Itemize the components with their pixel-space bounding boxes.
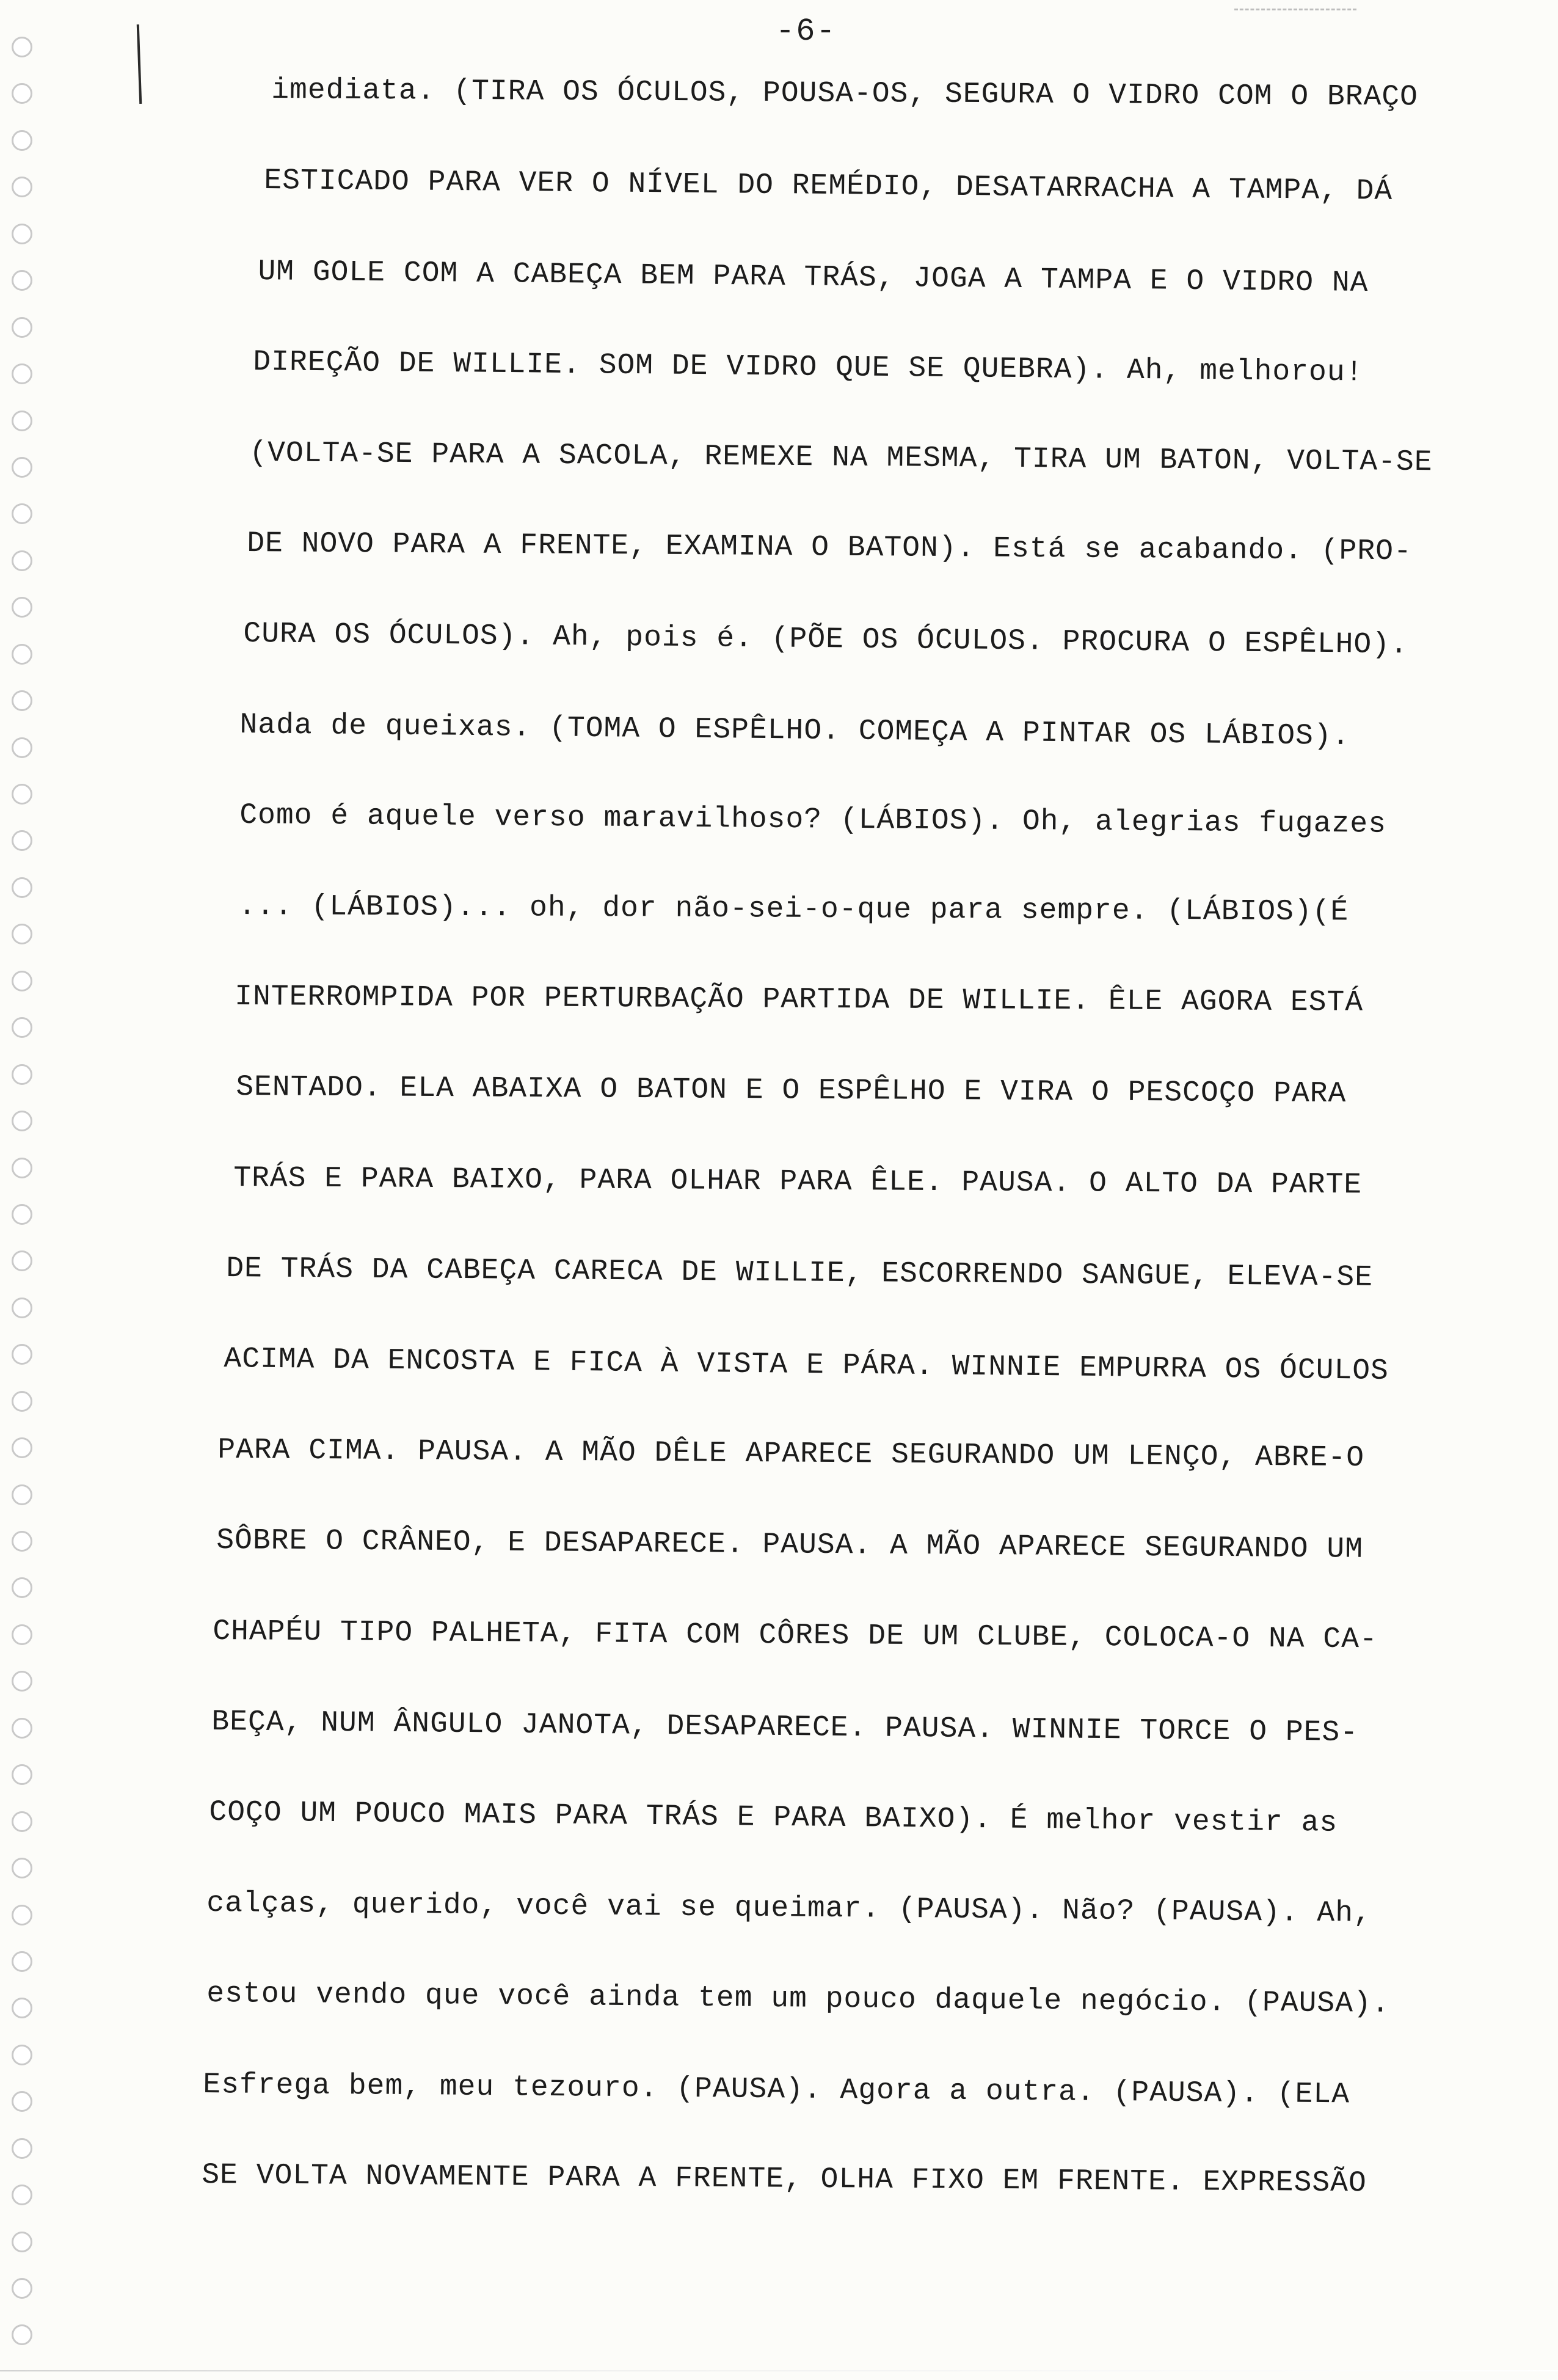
- text-line: DE TRÁS DA CABEÇA CARECA DE WILLIE, ESCORRENDO SANGUE, ELEVA-SE: [226, 1252, 1374, 1294]
- feed-hole: [12, 363, 32, 384]
- paper-edge: [0, 2370, 1558, 2371]
- text-line: imediata. (TIRA OS ÓCULOS, POUSA-OS, SEGURA O VIDRO COM O BRAÇO: [271, 74, 1419, 114]
- feed-hole: [12, 877, 32, 898]
- feed-hole: [12, 1718, 32, 1739]
- text-line: calças, querido, você vai se queimar. (PAUSA). Não? (PAUSA). Ah,: [206, 1886, 1372, 1930]
- feed-hole: [12, 1484, 32, 1505]
- page-number: -6-: [776, 13, 837, 49]
- feed-hole: [12, 2045, 32, 2065]
- feed-hole: [12, 2138, 32, 2159]
- text-line: ACIMA DA ENCOSTA E FICA À VISTA E PÁRA. WINNIE EMPURRA OS ÓCULOS: [224, 1343, 1389, 1389]
- feed-hole: [12, 644, 32, 665]
- feed-hole: [12, 2324, 32, 2345]
- feed-hole: [12, 2185, 32, 2205]
- feed-hole: [12, 1531, 32, 1552]
- feed-hole: [12, 597, 32, 618]
- feed-hole: [12, 83, 32, 104]
- feed-hole: [12, 457, 32, 478]
- feed-hole: [12, 924, 32, 944]
- feed-hole: [12, 550, 32, 571]
- feed-hole: [12, 1764, 32, 1785]
- text-line: (VOLTA-SE PARA A SACOLA, REMEXE NA MESMA, TIRA UM BATON, VOLTA-SE: [249, 436, 1433, 479]
- feed-hole: [12, 37, 32, 57]
- text-line: Esfrega bem, meu tezouro. (PAUSA). Agora a outra. (PAUSA). (ELA: [203, 2068, 1350, 2111]
- feed-hole: [12, 1158, 32, 1178]
- text-line: estou vendo que você ainda tem um pouco daquele negócio. (PAUSA).: [206, 1977, 1390, 2021]
- feed-hole: [12, 1064, 32, 1085]
- text-line: UM GOLE COM A CABEÇA BEM PARA TRÁS, JOGA A TAMPA E O VIDRO NA: [258, 255, 1369, 300]
- feed-hole: [12, 270, 32, 291]
- text-line: INTERROMPIDA POR PERTURBAÇÃO PARTIDA DE WILLIE. ÊLE AGORA ESTÁ: [235, 980, 1364, 1020]
- text-line: CURA OS ÓCULOS). Ah, pois é. (PÕE OS ÓCULOS. PROCURA O ESPÊLHO).: [243, 618, 1409, 662]
- feed-hole: [12, 1577, 32, 1598]
- feed-hole: [12, 1204, 32, 1225]
- feed-hole: [12, 1671, 32, 1692]
- feed-hole: [12, 224, 32, 244]
- feed-hole: [12, 1298, 32, 1318]
- text-line: SE VOLTA NOVAMENTE PARA A FRENTE, OLHA FIXO EM FRENTE. EXPRESSÃO: [202, 2158, 1367, 2200]
- text-line: BEÇA, NUM ÂNGULO JANOTA, DESAPARECE. PAUSA. WINNIE TORCE O PES-: [211, 1706, 1359, 1750]
- feed-hole: [12, 130, 32, 151]
- feed-hole: [12, 2232, 32, 2252]
- text-line: Nada de queixas. (TOMA O ESPÊLHO. COMEÇA A PINTAR OS LÁBIOS).: [239, 708, 1350, 753]
- feed-hole: [12, 411, 32, 431]
- feed-hole: [12, 1391, 32, 1412]
- pen-margin-mark: [137, 24, 142, 104]
- text-line: ESTICADO PARA VER O NÍVEL DO REMÉDIO, DESATARRACHA A TAMPA, DÁ: [264, 164, 1393, 209]
- text-line: Como é aquele verso maravilhoso? (LÁBIOS). Oh, alegrias fugazes: [239, 799, 1387, 841]
- text-line: CHAPÉU TIPO PALHETA, FITA COM CÔRES DE UM CLUBE, COLOCA-O NA CA-: [213, 1615, 1378, 1656]
- feed-hole: [12, 1111, 32, 1131]
- feed-hole: [12, 1998, 32, 2018]
- text-line: DIREÇÃO DE WILLIE. SOM DE VIDRO QUE SE QUEBRA). Ah, melhorou!: [253, 346, 1364, 390]
- feed-hole: [12, 503, 32, 524]
- feed-hole: [12, 317, 32, 338]
- feed-hole: [12, 971, 32, 991]
- text-line: TRÁS E PARA BAIXO, PARA OLHAR PARA ÊLE. PAUSA. O ALTO DA PARTE: [233, 1161, 1363, 1202]
- feed-hole: [12, 1858, 32, 1878]
- feed-hole: [12, 690, 32, 711]
- feed-hole: [12, 2091, 32, 2112]
- tractor-feed-holes: [5, 37, 39, 2346]
- feed-hole: [12, 1811, 32, 1832]
- corner-scan-marks: [1234, 9, 1356, 14]
- feed-hole: [12, 177, 32, 197]
- feed-hole: [12, 2278, 32, 2299]
- feed-hole: [12, 1951, 32, 1972]
- feed-hole: [12, 1017, 32, 1038]
- text-line: SENTADO. ELA ABAIXA O BATON E O ESPÊLHO E VIRA O PESCOÇO PARA: [236, 1071, 1347, 1111]
- text-line: DE NOVO PARA A FRENTE, EXAMINA O BATON). Está se acabando. (PRO-: [247, 527, 1412, 569]
- feed-hole: [12, 1250, 32, 1271]
- feed-hole: [12, 1437, 32, 1458]
- text-line: ... (LÁBIOS)... oh, dor não-sei-o-que para sempre. (LÁBIOS)(É: [238, 889, 1349, 929]
- text-line: COÇO UM POUCO MAIS PARA TRÁS E PARA BAIXO). É melhor vestir as: [209, 1796, 1338, 1841]
- feed-hole: [12, 830, 32, 851]
- feed-hole: [12, 1624, 32, 1645]
- feed-hole: [12, 737, 32, 758]
- feed-hole: [12, 1344, 32, 1365]
- feed-hole: [12, 784, 32, 805]
- text-line: SÔBRE O CRÂNEO, E DESAPARECE. PAUSA. A MÃO APARECE SEGURANDO UM: [216, 1524, 1364, 1566]
- typed-text-body: [203, 72, 1485, 2247]
- feed-hole: [12, 1905, 32, 1926]
- text-line: PARA CIMA. PAUSA. A MÃO DÊLE APARECE SEGURANDO UM LENÇO, ABRE-O: [217, 1433, 1365, 1475]
